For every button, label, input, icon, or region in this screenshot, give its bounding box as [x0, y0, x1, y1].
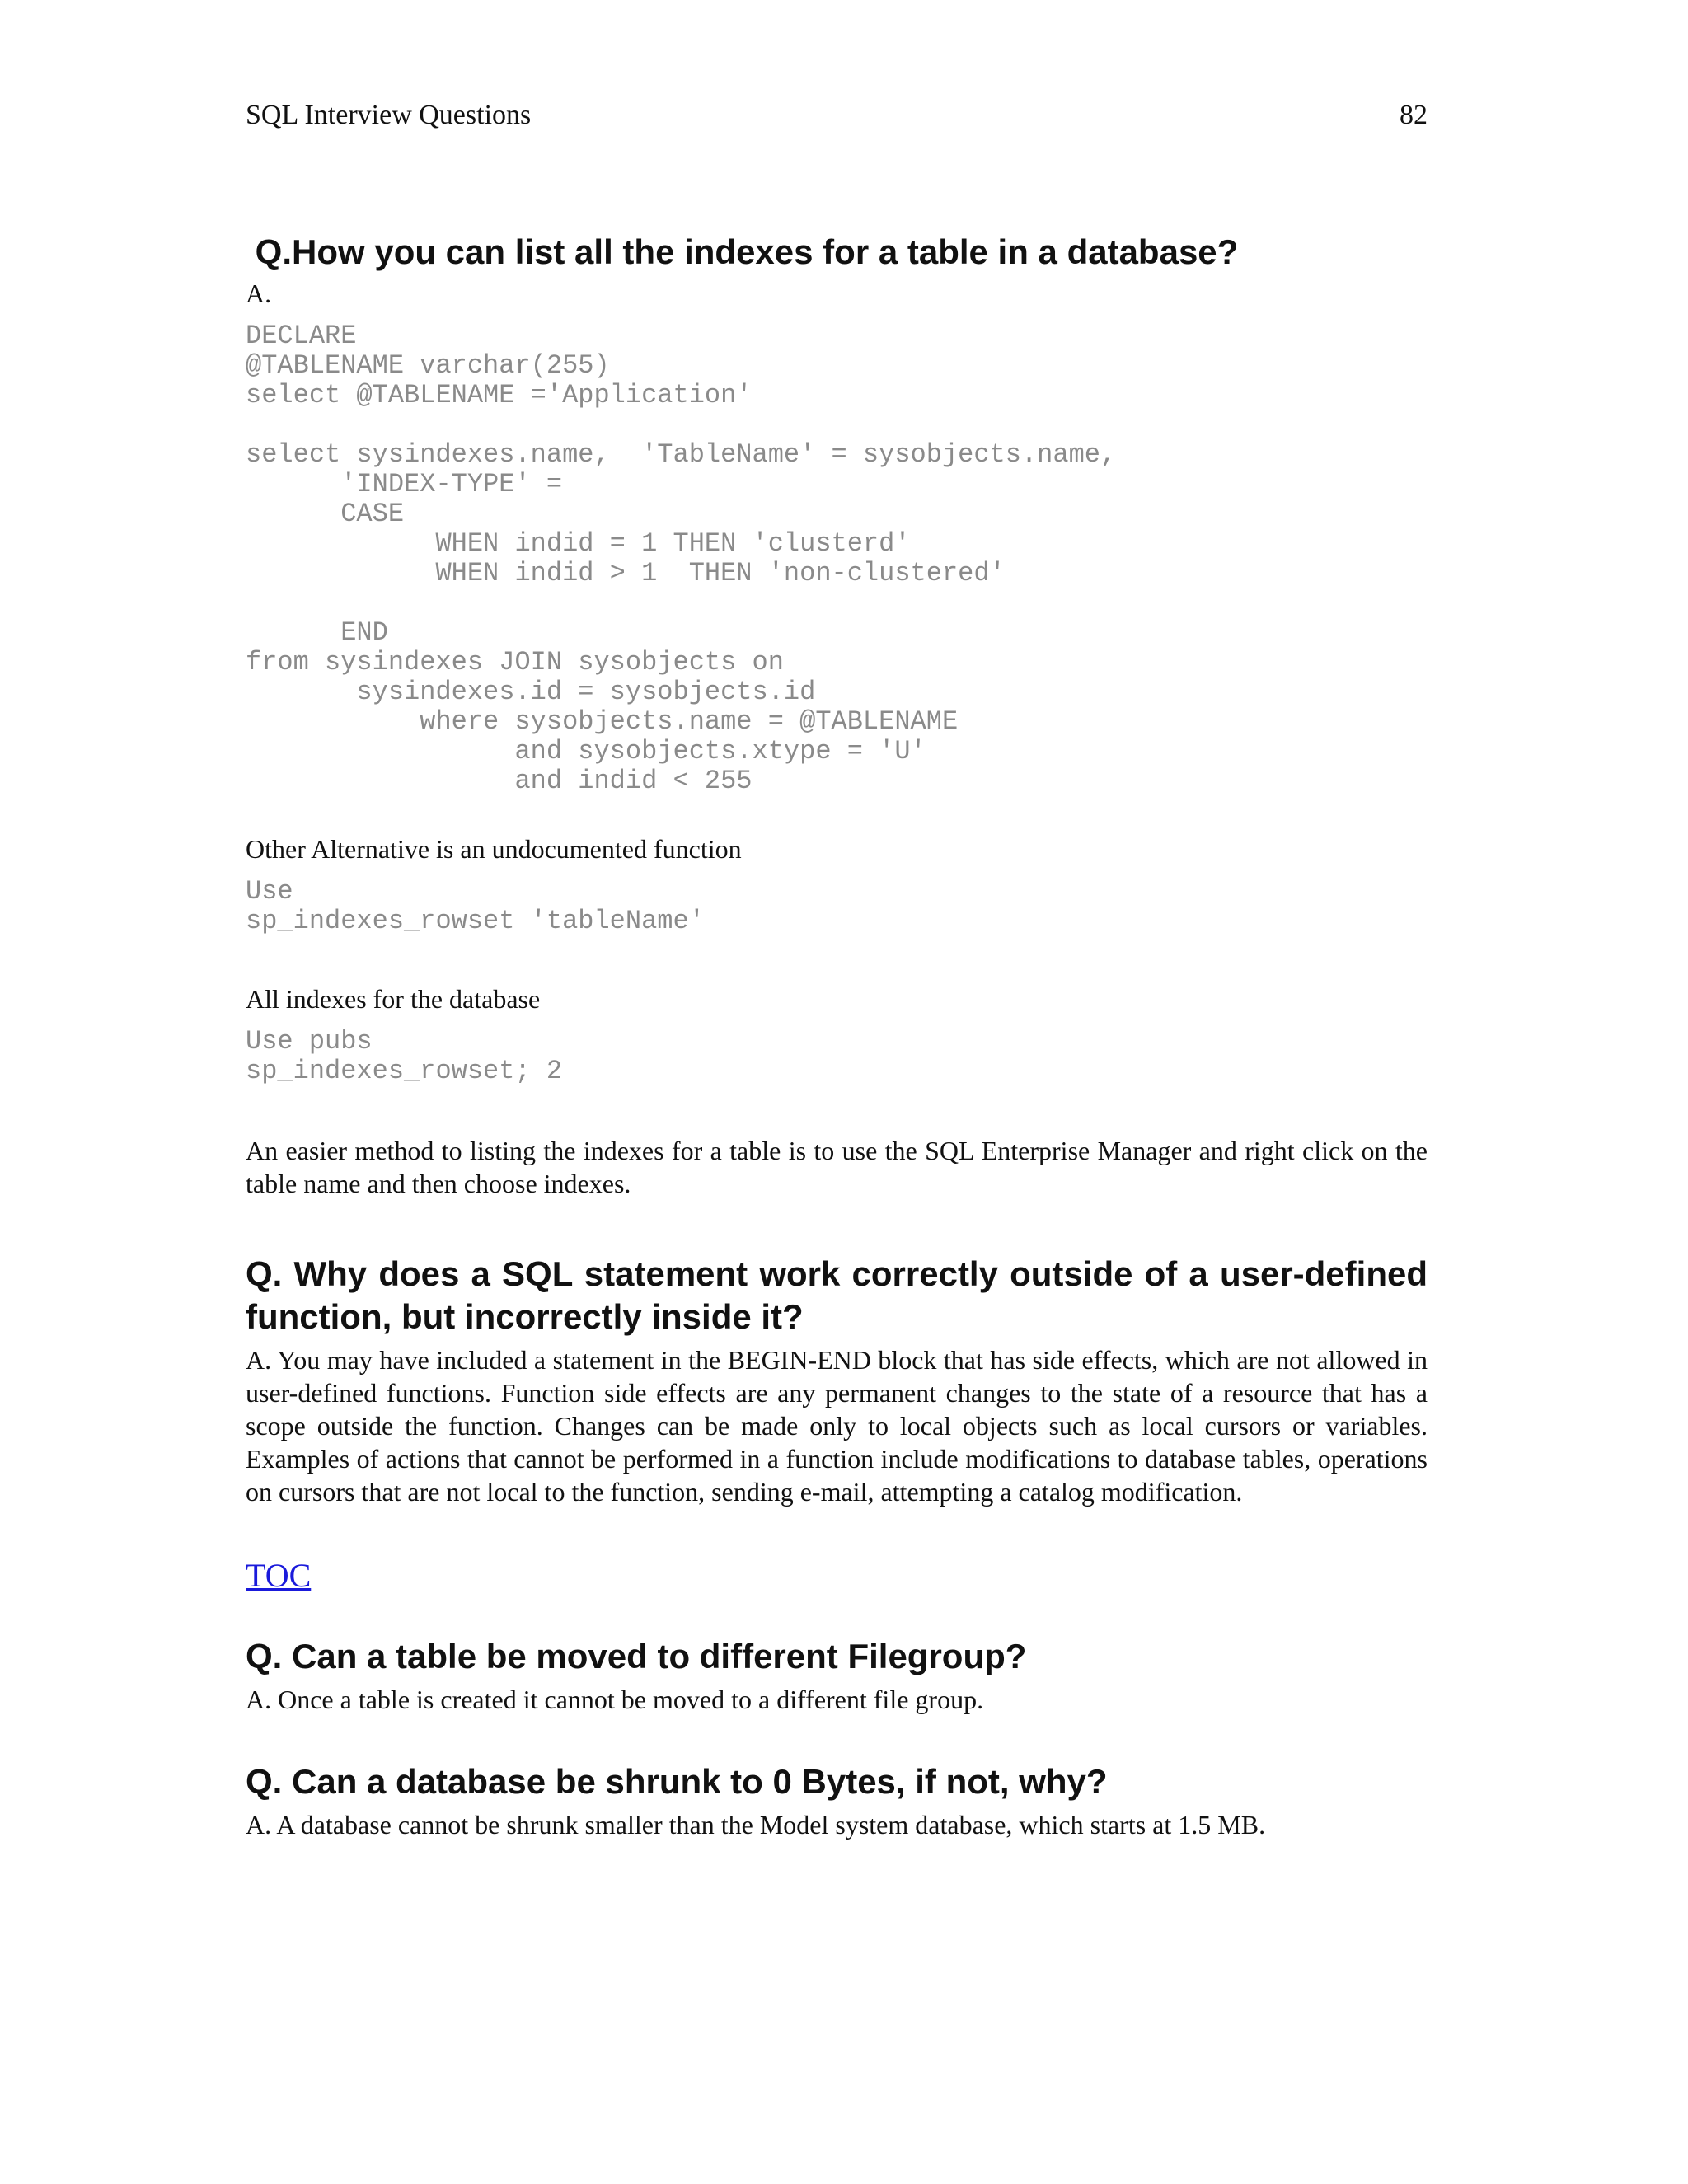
page-content	[246, 231, 1428, 1841]
toc-link[interactable]: TOC	[246, 1557, 312, 1594]
question-heading: Q.How you can list all the indexes for a table in a database?	[246, 232, 1239, 271]
question-list-indexes	[246, 231, 1428, 1200]
page-number: 82	[1400, 100, 1428, 130]
code-block-list-indexes: DECLARE @TABLENAME varchar(255) select @TABLENAME ='Application' select sysindexes.name, 'TableName' = sysobjects.name, 'INDEX-TYPE' = CASE WHEN indid = 1 THEN 'clusterd' WHEN indid > 1 THEN 'non-clustered' END from sysindexes JOIN sysobjects on sysindexes.id = sysobjects.id where sysobjects.name = @TABLENAME and sysobjects.xtype = 'U' and indid < 255	[246, 321, 1117, 796]
toc-container	[246, 1556, 1428, 1596]
header-title: SQL Interview Questions	[246, 100, 532, 130]
question-heading: Q. Can a database be shrunk to 0 Bytes, if not, why?	[246, 1762, 1108, 1801]
question-udf-side-effects	[246, 1253, 1428, 1508]
answer-text: A. A database cannot be shrunk smaller than the Model system database, which starts at 1.5 MB.	[246, 1810, 1266, 1840]
question-shrink-database	[246, 1760, 1428, 1841]
all-indexes-text: All indexes for the database	[246, 984, 541, 1014]
code-block-all-indexes: Use pubs sp_indexes_rowset; 2	[246, 1026, 563, 1086]
answer-prefix: A.	[246, 279, 272, 308]
question-heading: Q. Can a table be moved to different Filegroup?	[246, 1637, 1027, 1675]
alternative-text: Other Alternative is an undocumented function	[246, 834, 742, 864]
answer-text: A. Once a table is created it cannot be moved to a different file group.	[246, 1685, 984, 1714]
easier-method-text: An easier method to listing the indexes for a table is to use the SQL Enterprise Manager and right click on the table name and then choose indexes.	[246, 1136, 1428, 1198]
page-header	[246, 97, 1428, 134]
question-heading: Q. Why does a SQL statement work correctly outside of a user-defined function, but incorrectly inside it?	[246, 1254, 1428, 1336]
question-move-filegroup	[246, 1635, 1428, 1716]
answer-text: A. You may have included a statement in the BEGIN-END block that has side effects, which are not allowed in user-defined functions. Function side effects are any permanent changes to the state of a resource that has a scope outside the function. Changes can be made only to local objects such as local cursors or variables. Examples of actions that cannot be performed in a function include modifications to database tables, operations on cursors that are not local to the function, sending e-mail, attempting a catalog modification.	[246, 1345, 1428, 1507]
code-block-indexes-rowset: Use sp_indexes_rowset 'tableName'	[246, 876, 705, 936]
